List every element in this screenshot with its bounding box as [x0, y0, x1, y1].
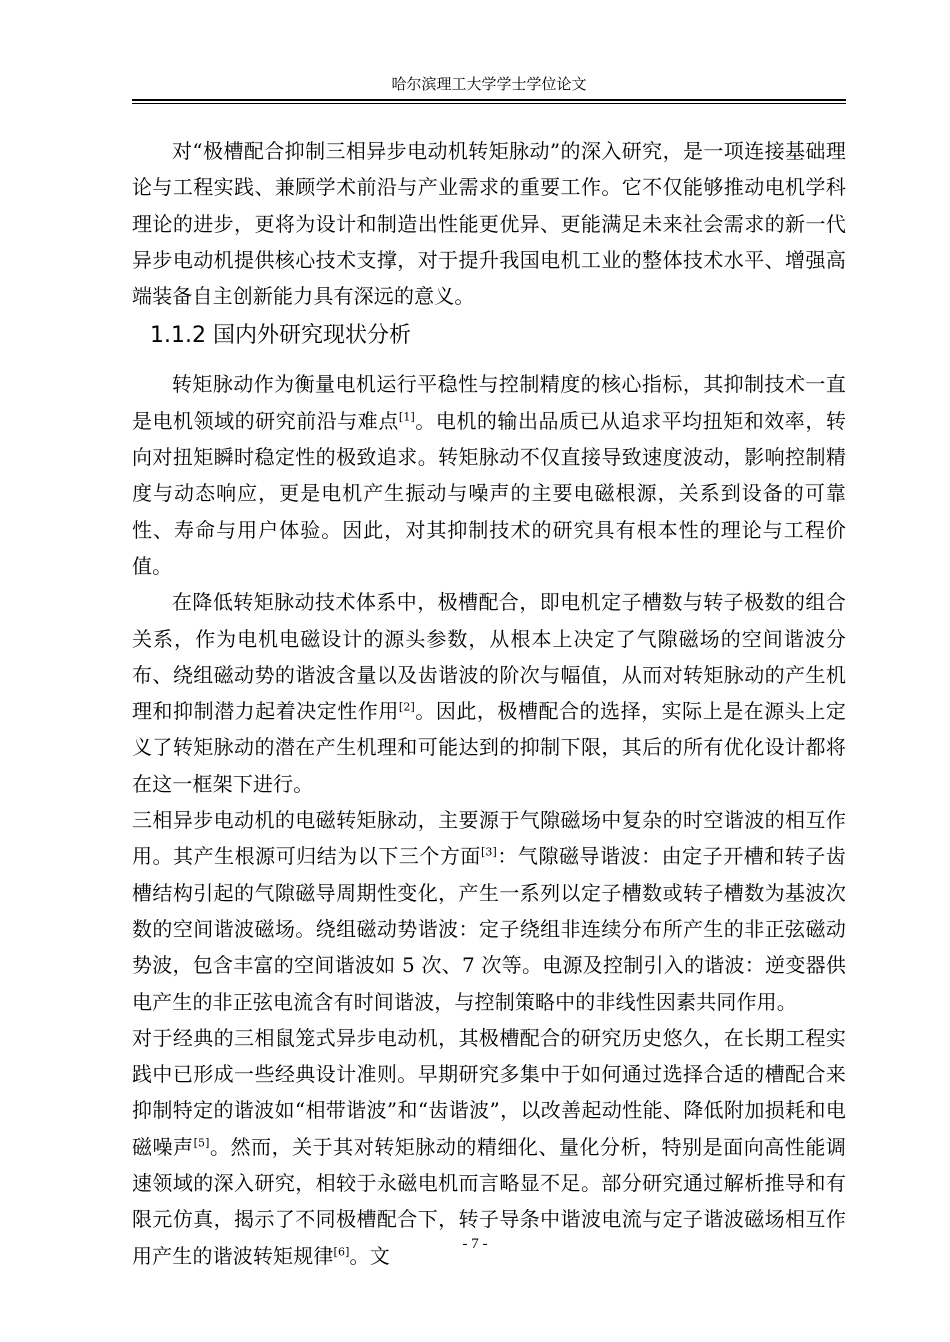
citation-ref: [3] [480, 845, 498, 859]
citation-ref: [5] [193, 1136, 210, 1150]
header-rule-thick [132, 99, 846, 101]
body-text [132, 133, 846, 1274]
paragraph-text: 。电机的输出品质已从追求平均扭矩和效率，转向对扭矩瞬时稳定性的极致追求。转矩脉动不仅直接导致速度波动，影响控制精度与动态响应，更是电机产生振动与噪声的主要电磁根源，关系到设备的可靠性、寿命与用户体验。因此，对其抑制技术的研究具有根本性的理论与工程价值。 [132, 408, 847, 578]
paragraph-text: 。文 [349, 1243, 390, 1268]
paragraph-significance: 对“极槽配合抑制三相异步电动机转矩脉动”的深入研究，是一项连接基础理论与工程实践、兼顾学术前沿与产业需求的重要工作。它不仅能够推动电机学科理论的进步，更将为设计和制造出性能更优异、更能满足未来社会需求的新一代异步电动机提供核心技术支撑，对于提升我国电机工业的整体技术水平、增强高端装备自主创新能力具有深远的意义。 [132, 139, 846, 309]
paragraph-text: 。因此，极槽配合的选择，实际上是在源头上定义了转矩脉动的潜在产生机理和可能达到的抑制下限，其后的所有优化设计都将在这一框架下进行。 [132, 699, 847, 796]
paragraph-text: 对于经典的三相鼠笼式异步电动机，其极槽配合的研究历史悠久，在长期工程实践中已形成一些经典设计准则。早期研究多集中于如何通过选择合适的槽配合来抑制特定的谐波如“相带谐波”和“齿谐波”，以改善起动性能、降低附加损耗和电磁噪声 [132, 1025, 846, 1159]
page-number: - 7 - [462, 1236, 488, 1252]
header-rule-thin [132, 103, 846, 104]
paragraph-torque-ripple [132, 366, 846, 584]
paragraph-text: 在降低转矩脉动技术体系中，极槽配合，即电机定子槽数与转子极数的组合关系，作为电机电磁设计的源头参数，从根本上决定了气隙磁场的空间谐波分布、绕组磁动势的谐波含量以及齿谐波的阶次与幅值，从而对转矩脉动的产生机理和抑制潜力起着决定性作用 [132, 590, 846, 724]
citation-ref: [2] [398, 700, 415, 714]
citation-ref: [6] [333, 1244, 350, 1258]
paragraph-text: 转矩脉动作为衡量电机运行平稳性与控制精度的核心指标，其抑制技术一直是电机领域的研究前沿与难点 [132, 372, 846, 433]
paragraph-text: 。然而，关于其对转矩脉动的精细化、量化分析，特别是面向高性能调速领域的深入研究，相较于永磁电机而言略显不足。部分研究通过解析推导和有限元仿真，揭示了不同极槽配合下，转子导条中谐波电流与定子谐波磁场相互作用产生的谐波转矩规律 [132, 1134, 847, 1268]
paragraph-text: 三相异步电动机的电磁转矩脉动，主要源于气隙磁场中复杂的时空谐波的相互作用。其产生根源可归结为以下三个方面 [132, 808, 846, 869]
section-heading: 1.1.2 国内外研究现状分析 [150, 323, 411, 349]
citation-ref: [1] [398, 410, 415, 424]
paragraph-pole-slot [132, 584, 846, 802]
paragraph-text: ：气隙磁导谐波：由定子开槽和转子齿槽结构引起的气隙磁导周期性变化，产生一系列以定子槽数或转子槽数为基波次数的空间谐波磁场。绕组磁动势谐波：定子绕组非连续分布所产生的非正弦磁动势波，包含丰富的空间谐波如 5 次、7 次等。电源及控制引入的谐波：逆变器供电产生的非正弦电流含有时间谐波，与控制策略中的非线性因素共同作用。 [132, 844, 846, 1014]
running-header: 哈尔滨理工大学学士学位论文 [391, 75, 587, 93]
paragraph-harmonic-sources [132, 802, 846, 1020]
